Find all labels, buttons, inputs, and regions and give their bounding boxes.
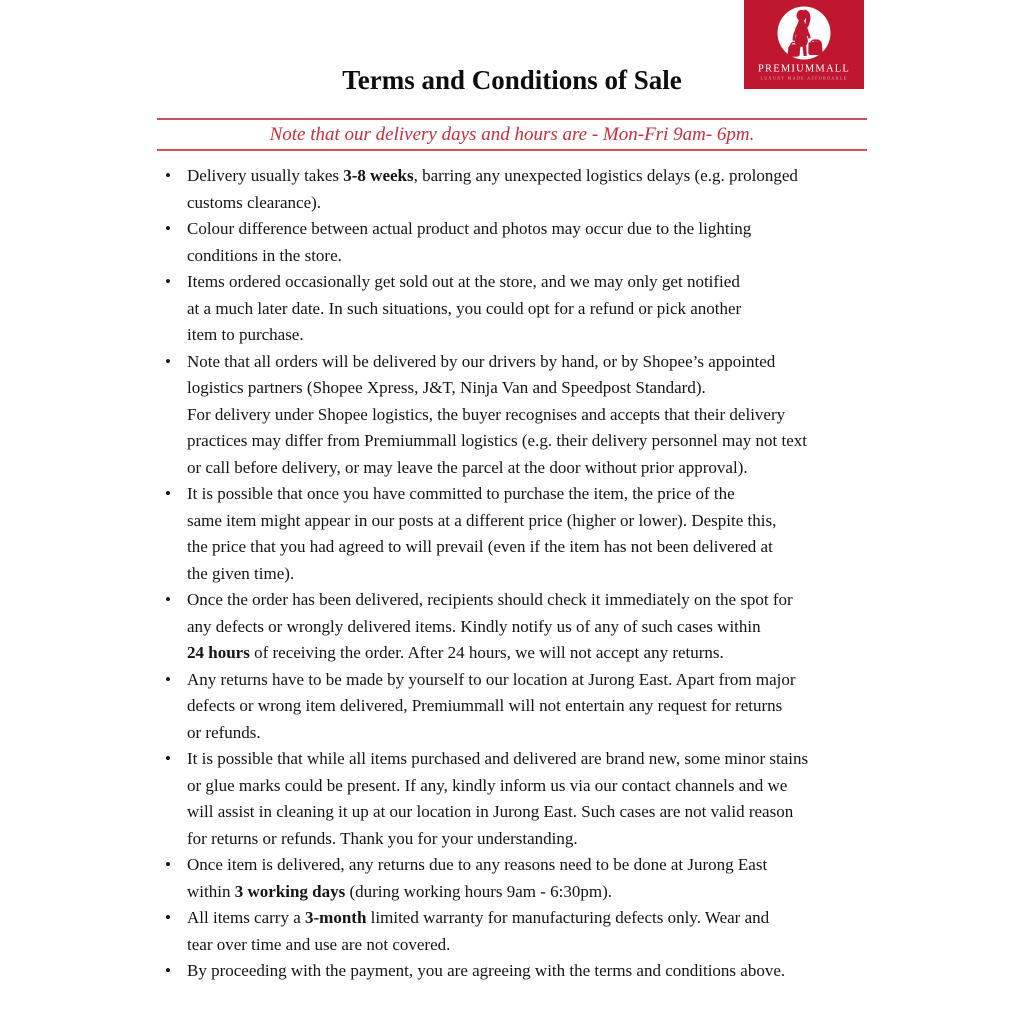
terms-list [157,163,867,985]
term-line: customs clearance). [187,192,322,212]
term-line: conditions in the store. [187,245,342,265]
term-line: item to purchase. [187,325,304,344]
term-line: or refunds. [187,722,261,742]
term-line: at a much later date. In such situations, you could opt for a refund or pick another [187,298,742,318]
term-item [157,587,867,667]
term-item [157,481,867,587]
term-line: tear over time and use are not covered. [187,934,451,954]
term-line: the given time). [187,563,295,583]
term-line: • All items carry a 3-month limited warranty for manufacturing defects only. Wear and [187,908,770,927]
term-line: • It is possible that while all items purchased and delivered are brand new, some minor stains [187,749,809,768]
term-line: or glue marks could be present. If any, kindly inform us via our contact channels and we [187,775,788,795]
term-line: • Items ordered occasionally get sold out at the store, and we may only get notified [187,272,740,291]
term-line: the price that you had agreed to will prevail (even if the item has not been delivered at [187,537,773,556]
term-item [157,667,867,747]
document-body [157,0,867,985]
term-item [157,349,867,482]
term-line: any defects or wrongly delivered items. Kindly notify us of any of such cases within [187,616,761,636]
term-item [157,852,867,905]
term-line: • Note that all orders will be delivered by our drivers by hand, or by Shopee’s appointed [187,351,776,371]
term-line: logistics partners (Shopee Xpress, J&T, Ninja Van and Speedpost Standard). [187,378,706,397]
term-item [157,163,867,216]
brand-name: PREMIUMMALL [758,63,850,75]
delivery-notice: Note that our delivery days and hours are - Mon-Fri 9am- 6pm. [269,124,755,145]
term-item [157,905,867,958]
term-line: or call before delivery, or may leave the parcel at the door without prior approval). [187,457,748,477]
term-line: • Any returns have to be made by yourself to our location at Jurong East. Apart from major [187,669,796,689]
divider-bottom [157,149,867,151]
brand-tagline: LUXURY MADE AFFORDABLE [760,75,848,81]
term-line: 24 hours of receiving the order. After 24 hours, we will not accept any returns. [187,643,724,662]
term-item [157,958,867,985]
term-line: • Once the order has been delivered, recipients should check it immediately on the spot for [187,590,793,609]
page-title: Terms and Conditions of Sale [342,65,682,95]
term-item [157,746,867,852]
term-line: For delivery under Shopee logistics, the buyer recognises and accepts that their delivery [187,404,786,424]
term-line: • By proceeding with the payment, you are agreeing with the terms and conditions above. [187,961,786,980]
term-item [157,269,867,349]
term-line: practices may differ from Premiummall logistics (e.g. their delivery personnel may not text [187,431,808,450]
term-line: for returns or refunds. Thank you for your understanding. [187,828,578,848]
term-line: • It is possible that once you have committed to purchase the item, the price of the [187,484,735,503]
term-item [157,216,867,269]
term-line: same item might appear in our posts at a different price (higher or lower). Despite this, [187,510,777,530]
term-line: will assist in cleaning it up at our location in Jurong East. Such cases are not valid reason [187,802,794,821]
term-line: defects or wrong item delivered, Premiummall will not entertain any request for returns [187,696,783,715]
term-line: • Delivery usually takes 3-8 weeks, barring any unexpected logistics delays (e.g. prolonged [187,166,798,185]
term-line: • Once item is delivered, any returns due to any reasons need to be done at Jurong East [187,855,768,874]
premiummall-logo [744,0,864,89]
term-line: • Colour difference between actual product and photos may occur due to the lighting [187,219,752,238]
term-line: within 3 working days (during working hours 9am - 6:30pm). [187,881,613,901]
